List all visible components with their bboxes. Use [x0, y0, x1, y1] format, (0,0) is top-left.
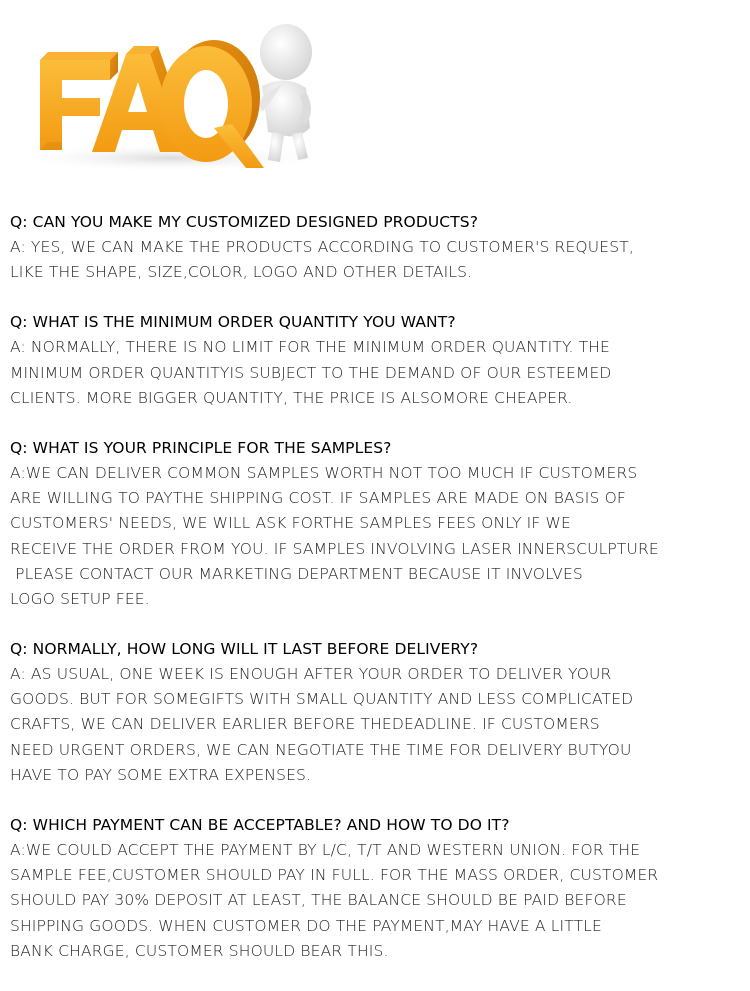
faq-answer-line: A: AS USUAL, ONE WEEK IS ENOUGH AFTER YOUR ORDER TO DELIVER YOUR [10, 665, 612, 684]
faq-question: Q: NORMALLY, HOW LONG WILL IT LAST BEFORE DELIVERY? [10, 640, 479, 659]
faq-item [10, 436, 740, 612]
faq-answer-line: LOGO SETUP FEE. [10, 589, 150, 608]
faq-list [10, 210, 740, 989]
faq-logo-graphic [0, 0, 330, 180]
faq-answer-line: HAVE TO PAY SOME EXTRA EXPENSES. [10, 765, 312, 784]
faq-question: Q: WHICH PAYMENT CAN BE ACCEPTABLE? AND HOW TO DO IT? [10, 816, 510, 834]
faq-hero-banner [0, 0, 750, 200]
faq-answer-line: NEED URGENT ORDERS, WE CAN NEGOTIATE THE TIME FOR DELIVERY BUTYOU [10, 740, 632, 759]
faq-item [10, 813, 740, 964]
faq-answer-line: RECEIVE THE ORDER FROM YOU. IF SAMPLES INVOLVING LASER INNERSCULPTURE [10, 539, 659, 558]
faq-answer-line: LIKE THE SHAPE, SIZE,COLOR, LOGO AND OTHER DETAILS. [10, 263, 473, 282]
faq-question: Q: WHAT IS THE MINIMUM ORDER QUANTITY YOU WANT? [10, 313, 456, 332]
faq-answer-line: A: NORMALLY, THERE IS NO LIMIT FOR THE MINIMUM ORDER QUANTITY. THE [10, 338, 610, 357]
faq-answer-line: BANK CHARGE, CUSTOMER SHOULD BEAR THIS. [10, 941, 389, 960]
faq-answer-line: CRAFTS, WE CAN DELIVER EARLIER BEFORE THEDEADLINE. IF CUSTOMERS [10, 715, 600, 734]
faq-answer-line: ARE WILLING TO PAYTHE SHIPPING COST. IF SAMPLES ARE MADE ON BASIS OF [10, 489, 626, 508]
faq-question: Q: WHAT IS YOUR PRINCIPLE FOR THE SAMPLES? [10, 438, 392, 457]
faq-answer-line: CLIENTS. MORE BIGGER QUANTITY, THE PRICE IS ALSOMORE CHEAPER. [10, 388, 573, 407]
faq-answer-line: MINIMUM ORDER QUANTITYIS SUBJECT TO THE DEMAND OF OUR ESTEEMED [10, 363, 612, 382]
faq-answer-line: SHIPPING GOODS. WHEN CUSTOMER DO THE PAYMENT,MAY HAVE A LITTLE [10, 916, 602, 935]
thinking-figure [260, 24, 312, 162]
faq-item [10, 310, 740, 411]
faq-answer-line: A:WE COULD ACCEPT THE PAYMENT BY L/C, T/T AND WESTERN UNION. FOR THE [10, 841, 641, 859]
faq-answer-line: SHOULD PAY 30% DEPOSIT AT LEAST, THE BALANCE SHOULD BE PAID BEFORE [10, 891, 627, 910]
faq-answer-line: GOODS. BUT FOR SOMEGIFTS WITH SMALL QUANTITY AND LESS COMPLICATED [10, 690, 634, 709]
faq-answer-line: CUSTOMERS' NEEDS, WE WILL ASK FORTHE SAMPLES FEES ONLY IF WE [10, 514, 571, 533]
faq-question: Q: CAN YOU MAKE MY CUSTOMIZED DESIGNED PRODUCTS? [10, 213, 479, 231]
faq-answer-line: SAMPLE FEE,CUSTOMER SHOULD PAY IN FULL. FOR THE MASS ORDER, CUSTOMER [10, 866, 659, 885]
faq-item [10, 210, 740, 285]
faq-answer-line: A: YES, WE CAN MAKE THE PRODUCTS ACCORDING TO CUSTOMER'S REQUEST, [10, 238, 634, 256]
faq-answer-line: PLEASE CONTACT OUR MARKETING DEPARTMENT BECAUSE IT INVOLVES [10, 564, 583, 583]
faq-answer-line: A:WE CAN DELIVER COMMON SAMPLES WORTH NOT TOO MUCH IF CUSTOMERS [10, 463, 638, 482]
faq-item [10, 637, 740, 788]
